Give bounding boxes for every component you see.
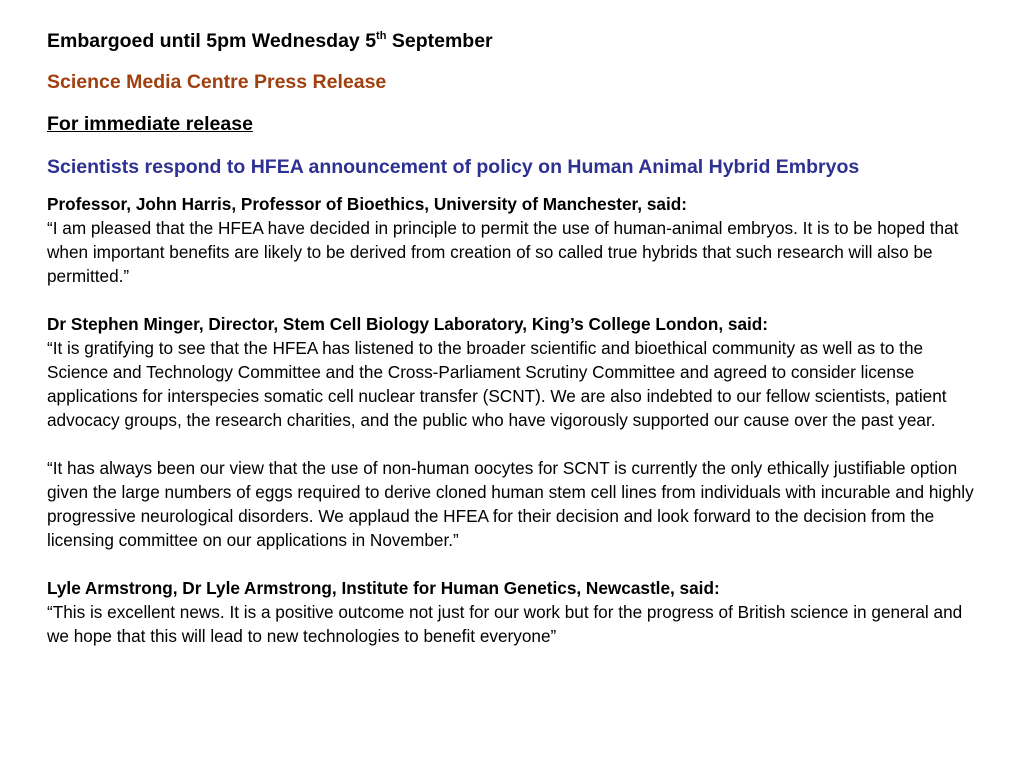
embargo-line (47, 30, 984, 52)
embargo-suffix: September (386, 30, 493, 52)
speaker-label: Lyle Armstrong, Dr Lyle Armstrong, Institute for Human Genetics, Newcastle, said: (47, 578, 720, 598)
immediate-release-label: For immediate release (47, 113, 253, 135)
paragraph-gap (47, 552, 984, 576)
quote-paragraph: “It has always been our view that the use of non-human oocytes for SCNT is currently the only ethically justifiable option given the large numbers of eggs required to derive cloned human stem cell lines from individuals with incurable and highly progressive neurological disorders. We applaud the HFEA for their decision and look forward to the decision from the licensing committee on our applications in November.” (47, 458, 974, 550)
paragraph-gap (47, 288, 984, 312)
embargo-prefix: Embargoed until 5pm Wednesday 5 (47, 30, 377, 52)
quote-paragraph: “This is excellent news. It is a positive outcome not just for our work but for the progress of British science in general and we hope that this will lead to new technologies to benefit everyone” (47, 602, 963, 646)
statement-armstrong (47, 576, 984, 648)
speaker-label: Dr Stephen Minger, Director, Stem Cell Biology Laboratory, King’s College London, said: (47, 314, 769, 334)
embargo-superscript: th (376, 30, 387, 42)
statement-minger (47, 312, 984, 552)
quote-paragraph: “I am pleased that the HFEA have decided in principle to permit the use of human-animal embryos. It is to be hoped that when important benefits are likely to be derived from creation of so called true hybrids that such research will also be permitted.” (47, 218, 959, 286)
statements-body (47, 192, 984, 648)
smc-title: Science Media Centre Press Release (47, 71, 387, 93)
statement-harris (47, 192, 984, 288)
quote-paragraph: “It is gratifying to see that the HFEA has listened to the broader scientific and bioethical community as well as to the Science and Technology Committee and the Cross-Parliament Scrutiny Committee and agreed to consider license applications for interspecies somatic cell nuclear transfer (SCNT). We are also indebted to our fellow scientists, patient advocacy groups, the research charities, and the public who have vigorously supported our cause over the past year. (47, 338, 947, 430)
paragraph-gap (47, 432, 984, 456)
speaker-label: Professor, John Harris, Professor of Bioethics, University of Manchester, said: (47, 194, 687, 214)
headline: Scientists respond to HFEA announcement of policy on Human Animal Hybrid Embryos (47, 156, 860, 178)
